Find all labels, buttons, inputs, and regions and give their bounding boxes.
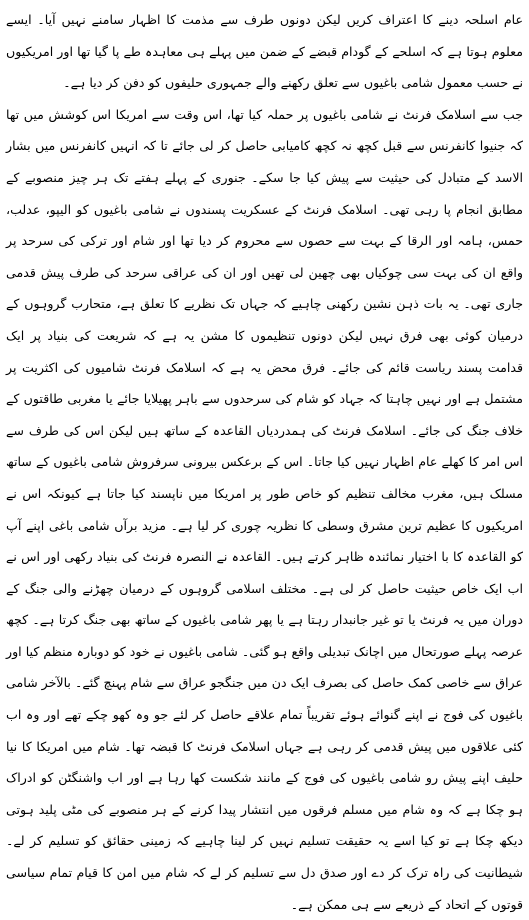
paragraph-main: جب سے اسلامک فرنٹ نے شامی باغیوں پر حملہ کیا تھا، اس وقت سے امریکا اس کوشش میں تھا کہ جنیوا کانفرنس سے قبل کچھ نہ کچھ کامیابی حاصل کر لی جائے تا کہ انہیں کانفرنس میں بشار الاسد کے متبادل کی حیثیت سے پیش کیا جا سکے۔ جنوری کے پہلے ہفتے تک ہر چیز منصوبے کے مطابق انجام پا رہی تھی۔ اسلامک فرنٹ کے عسکریت پسندوں نے شامی باغیوں کو الیپو، عدلب، حمس، ہامہ اور الرقا کے بہت سے حصوں سے محروم کر دیا تھا اور شام اور ترکی کی سرحد پر واقع ان کی بہت سی چوکیاں بھی چھین لی تھیں اور ان کی عراقی سرحد کی طرف پیش قدمی جاری تھی۔ یہ بات ذہن نشین رکھنی چاہیے کہ جہاں تک نظریے کا تعلق ہے، متحارب گروہوں کے درمیان کوئی بھی فرق نہیں لیکن دونوں تنظیموں کا مشن یہ ہے کہ شریعت کی بنیاد پر ایک قدامت پسند ریاست قائم کی جائے۔ فرق محض یہ ہے کہ اسلامک فرنٹ شامیوں کی اکثریت پر مشتمل ہے اور نہیں چاہتا کہ جہاد کو شام کی سرحدوں سے باہر پھیلایا جائے یا مغربی طاقتوں کے خلاف جنگ کی جائے۔ اسلامک فرنٹ کی ہمدردیاں القاعدہ کے ساتھ ہیں لیکن اس کی طرف سے اس امر کا کھلے عام اظہار نہیں کیا جاتا۔ اس کے برعکس بیرونی سرفروش شامی باغیوں کے ساتھ مسلک ہیں، مغرب مخالف تنظیم کو خاص طور پر امریکا میں ناپسند کیا جاتا ہے کیونکہ اس نے امریکیوں کا عظیم ترین مشرق وسطی کا نظریہ چوری کر لیا ہے۔ مزید برآں شامی باغی اپنے آپ کو القاعدہ کا با اختیار نمائندہ ظاہر کرتے ہیں۔ القاعدہ نے النصرہ فرنٹ کی بنیاد رکھی اور اس نے اب ایک خاص حیثیت حاصل کر لی ہے۔ مختلف اسلامی گروہوں کے درمیان چھڑنے والی جنگ کے دوران میں یہ فرنٹ یا تو غیر جانبدار رہتا ہے یا پھر شامی باغیوں کے ساتھ بھی جنگ کرتا ہے۔ کچھ عرصہ پہلے صورتحال میں اچانک تبدیلی واقع ہو گئی۔ شامی باغیوں نے خود کو دوبارہ منظم کیا اور عراق سے خاصی کمک حاصل کی بصرف ایک دن میں جنگجو عراق سے شام پہنچ گئے۔ بالآخر شامی باغیوں کی فوج نے اپنے گنوائے ہوئے تقریباً تمام علاقے حاصل کر لئے جو وہ کھو چکے تھے اور وہ اب کئی علاقوں میں پیش قدمی کر رہی ہے جہاں اسلامک فرنٹ کا قبضہ تھا۔ شام میں امریکا کا نیا حلیف اپنے پیش رو شامی باغیوں کی فوج کے مانند شکست کھا رہا ہے اور اب واشنگٹن کو ادراک ہو چکا ہے کہ وہ شام میں مسلم فرقوں میں انتشار پیدا کرنے کے ہر منصوبے کی مٹی پلید ہوتی دیکھ چکا ہے تو کیا اسے یہ حقیقت تسلیم نہیں کر لینا چاہیے کہ زمینی حقائق کو تسلیم کر لے۔ شیطانیت کی راہ ترک کر دے اور صدق دل سے تسلیم کر لے کہ شام میں امن کا قیام تمام سیاسی قوتوں کے اتحاد کے ذریعے سے ہی ممکن ہے۔	[6, 106, 523, 912]
paragraph-intro: عام اسلحہ دینے کا اعتراف کریں لیکن دونوں طرف سے مذمت کا اظہار سامنے نہیں آیا۔ ایسے معلوم ہوتا ہے کہ اسلحے کے گودام قبضے کے ضمن میں پہلے ہی معاہدہ طے پا گیا تھا اور امریکیوں نے حسب معمول شامی باغیوں سے تعلق رکھنے والے جمہوری حلیفوں کو دفن کر دیا ہے۔	[6, 12, 523, 91]
